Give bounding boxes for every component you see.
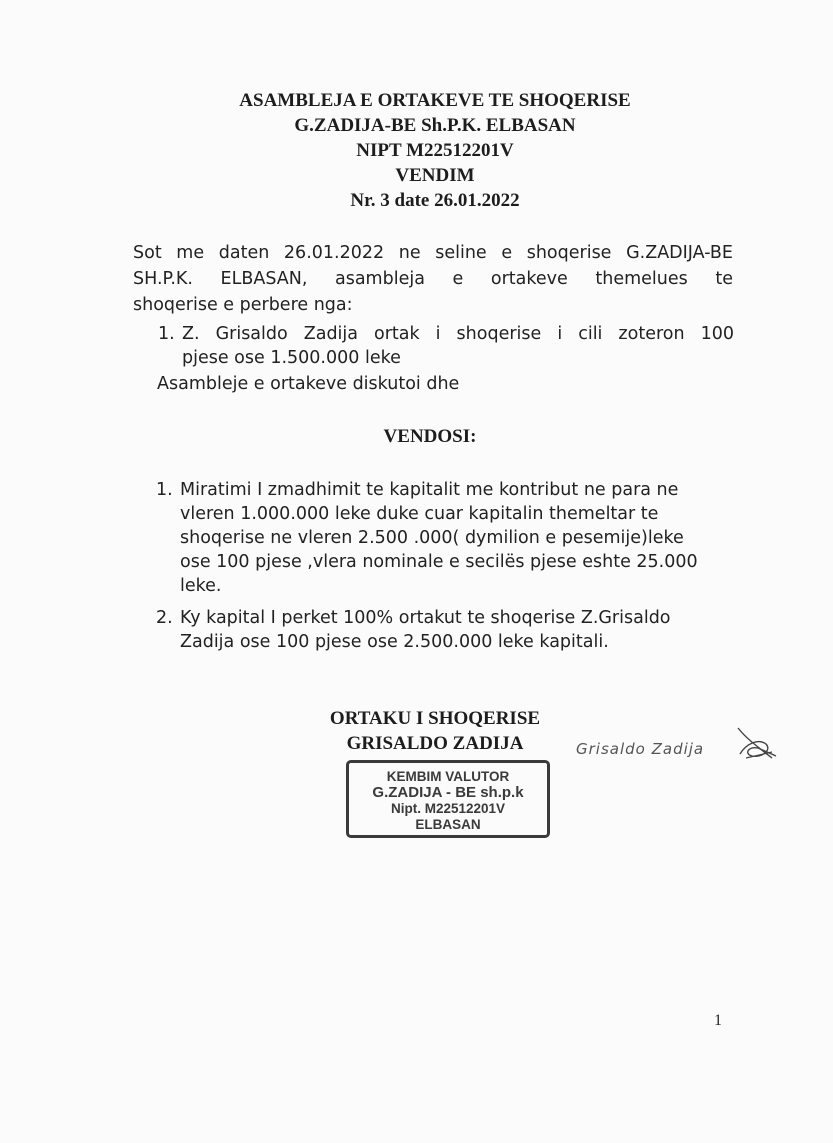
- signature-scribble-icon: [732, 722, 782, 768]
- signature-block: [265, 706, 605, 756]
- intro-line: Sot me daten 26.01.2022 ne seline e shoqerise G.ZADIJA-BE: [133, 243, 733, 263]
- handwritten-signature-text: Grisaldo Zadija: [576, 740, 705, 758]
- decision-line: ose 100 pjese ,vlera nominale e secilës pjese eshte 25.000: [180, 552, 698, 572]
- decision-item: [156, 606, 756, 656]
- company-name: G.ZADIJA-BE Sh.P.K. ELBASAN: [294, 115, 576, 136]
- stamp-line: ELBASAN: [415, 817, 481, 832]
- page-number: 1: [714, 1012, 722, 1029]
- list-number: 1.: [158, 324, 175, 344]
- member-text: Z. Grisaldo Zadija ortak i shoqerise i cili zoteron 100: [182, 324, 734, 344]
- intro-paragraph: [133, 240, 733, 318]
- decision-line: leke.: [180, 576, 222, 596]
- decision-line: Miratimi I zmadhimit te kapitalit me kontribut ne para ne: [180, 480, 679, 500]
- decision-line: vleren 1.000.000 leke duke cuar kapitalin themeltar te: [180, 504, 659, 524]
- list-number: 2.: [156, 608, 173, 628]
- stamp-line: Nipt. M22512201V: [390, 801, 506, 816]
- list-number: 1.: [156, 480, 173, 500]
- document-header: [185, 88, 685, 213]
- decision-line: Zadija ose 100 pjese ose 2.500.000 leke kapitali.: [180, 632, 609, 652]
- decision-heading: VENDOSI:: [383, 426, 477, 447]
- intro-line: shoqerise e perbere nga:: [133, 295, 353, 315]
- member-item: [158, 322, 734, 372]
- signatory-name: GRISALDO ZADIJA: [346, 733, 524, 754]
- stamp-line: G.ZADIJA - BE sh.p.k: [372, 784, 524, 801]
- assembly-title: ASAMBLEJA E ORTAKEVE TE SHOQERISE: [239, 90, 631, 111]
- decision-title: VENDIM: [395, 165, 475, 186]
- company-stamp: [346, 760, 550, 838]
- stamp-line: KEMBIM VALUTOR: [386, 769, 510, 784]
- intro-line: SH.P.K. ELBASAN, asambleja e ortakeve themelues te: [133, 269, 733, 289]
- discussion-text: Asambleje e ortakeve diskutoi dhe: [157, 374, 460, 394]
- decision-number-date: Nr. 3 date 26.01.2022: [350, 190, 520, 211]
- decision-line: shoqerise ne vleren 2.500 .000( dymilion e pesemije)leke: [180, 528, 684, 548]
- member-text: pjese ose 1.500.000 leke: [182, 348, 401, 368]
- nipt-number: NIPT M22512201V: [356, 140, 514, 161]
- signatory-title: ORTAKU I SHOQERISE: [329, 708, 541, 729]
- decision-item: [156, 478, 756, 608]
- decision-line: Ky kapital I perket 100% ortakut te shoqerise Z.Grisaldo: [180, 608, 671, 628]
